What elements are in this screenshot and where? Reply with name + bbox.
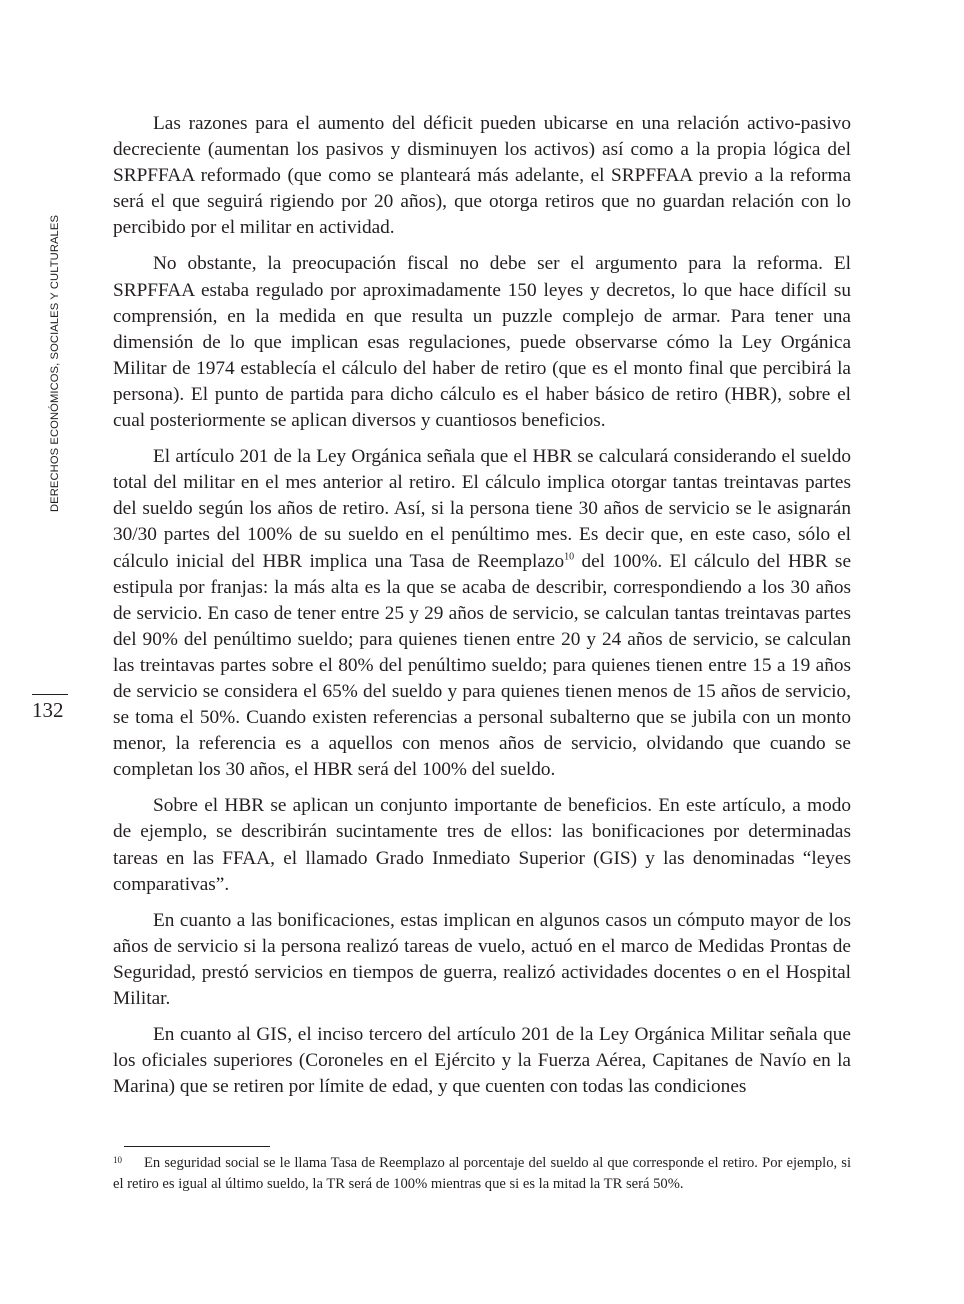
paragraph-3 <box>113 444 851 783</box>
page-number: 132 <box>32 698 64 722</box>
paragraph-3-part-1: El artículo 201 de la Ley Orgánica señala que el HBR se calculará considerando el sueldo total del militar en el mes anterior al retiro. El cálculo implica otorgar tantas treintavas partes del sueldo según los años de retiro. Así, si la persona tiene 30 años de servicio se le asignarán 30/30 partes del 100% de su sueldo en el penúltimo mes. Es decir que, en este caso, sólo el cálculo inicial del HBR implica una Tasa de Reemplazo <box>113 446 851 572</box>
page-number-rule <box>32 694 68 695</box>
paragraph-1: Las razones para el aumento del déficit pueden ubicarse en una relación activo-pasivo decreciente (aumentan los pasivos y disminuyen los activos) así como a la propia lógica del SRPFFAA reformado (que como se planteará más adelante, el SRPFFAA previo a la reforma será el que seguirá rigiendo por 20 años), que otorga retiros que no guardan relación con lo percibido por el militar en actividad. <box>113 113 851 239</box>
footnote-text: En seguridad social se le llama Tasa de Reemplazo al porcentaje del sueldo al que corresponde el retiro. Por ejemplo, si el retiro es igual al último sueldo, la TR será de 100% mientras que si es la mitad la TR será 50%. <box>113 1155 851 1192</box>
paragraph-6: En cuanto al GIS, el inciso tercero del artículo 201 de la Ley Orgánica Militar señala que los oficiales superiores (Coroneles en el Ejército y la Fuerza Aérea, Capitanes de Navío en la Marina) que se retiren por límite de edad, y que cuenten con todas las condiciones <box>113 1024 851 1098</box>
footnote-reference[interactable]: 10 <box>564 551 575 563</box>
paragraph-5: En cuanto a las bonificaciones, estas implican en algunos casos un cómputo mayor de los años de servicio si la persona realizó tareas de vuelo, actuó en el marco de Medidas Prontas de Seguridad, prestó servicios en tiempos de guerra, realizó actividades docentes o en el Hospital Militar. <box>113 909 851 1009</box>
running-header: DERECHOS ECONÓMICOS, SOCIALES Y CULTURALES <box>49 214 61 512</box>
footnote <box>113 1153 851 1195</box>
body-text <box>113 111 851 1110</box>
paragraph-4: Sobre el HBR se aplican un conjunto importante de beneficios. En este artículo, a modo de ejemplo, se describirán sucintamente tres de ellos: las bonificaciones por determinadas tareas en las FFAA, el llamado Grado Inmediato Superior (GIS) y las denominadas “leyes comparativas”. <box>113 795 851 895</box>
paragraph-3-part-2: del 100%. El cálculo del HBR se estipula por franjas: la más alta es la que se acaba de describir, correspondiendo a los 30 años de servicio. En caso de tener entre 25 y 29 años de servicio, se calculan tantas treintavas partes del 90% del penúltimo sueldo; para quienes tienen entre 20 y 24 años de servicio, se calculan las treintavas partes sobre el 80% del penúltimo sueldo; para quienes tienen entre 15 a 19 años de servicio se considera el 65% del sueldo y para quienes tienen menos de 15 años de servicio, se toma el 50%. Cuando existen referencias a personal subalterno que se jubila con un monto menor, la referencia es a aquellos con menos años de servicio, olvidando que cuando se completan los 30 años, el HBR será del 100% del sueldo. <box>113 550 851 781</box>
footnote-rule <box>124 1146 270 1147</box>
footnote-number: 10 <box>113 1155 122 1165</box>
paragraph-2: No obstante, la preocupación fiscal no debe ser el argumento para la reforma. El SRPFFAA estaba regulado por aproximadamente 150 leyes y decretos, lo que hace difícil su comprensión, en la medida en que resulta un puzzle complejo de armar. Para tener una dimensión de lo que implican esas regulaciones, puede observarse cómo la Ley Orgánica Militar de 1974 establecía el cálculo del haber de retiro (que es el monto final que percibirá la persona). El punto de partida para dicho cálculo es el haber básico de retiro (HBR), sobre el cual posteriormente se aplican diversos y cuantiosos beneficios. <box>113 253 851 432</box>
